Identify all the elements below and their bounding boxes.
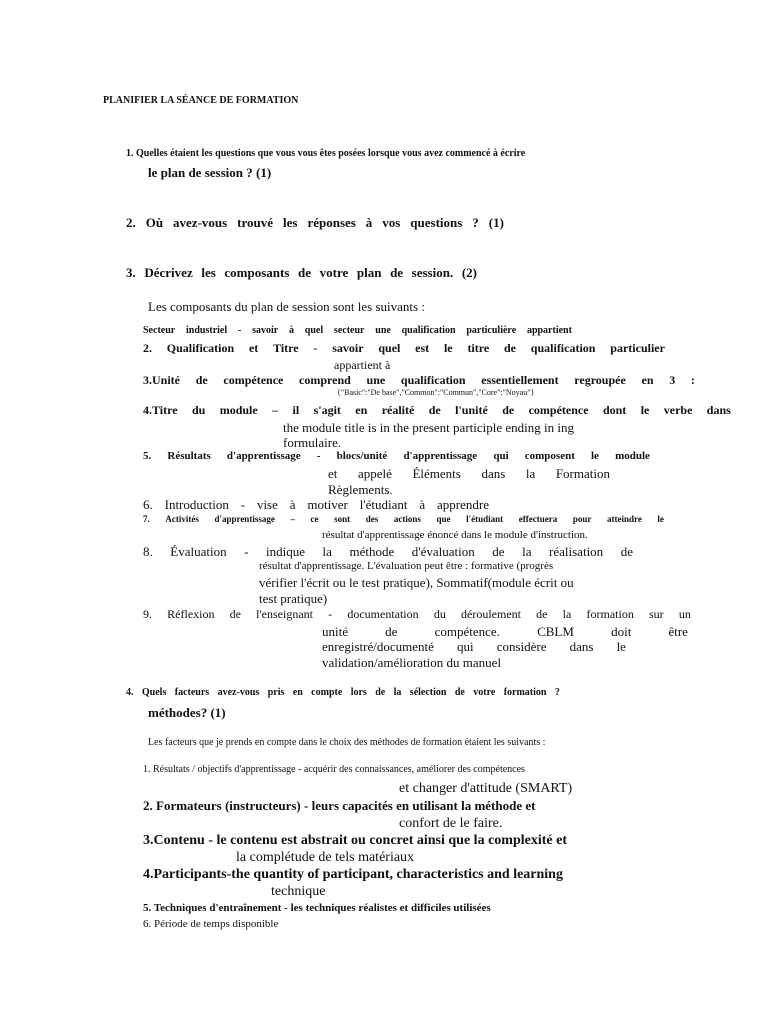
word: sélection [409, 687, 447, 698]
word: Quels [141, 687, 167, 698]
word: Introduction [164, 497, 229, 512]
word: Activités [165, 514, 199, 524]
word: Décrivez [144, 265, 193, 280]
word: et [248, 341, 259, 355]
word: Formation [555, 466, 610, 481]
word: (2) [461, 265, 477, 280]
word: facteurs [174, 687, 210, 698]
word: en [355, 403, 368, 417]
word: secteur [333, 325, 365, 336]
word: savoir [252, 325, 279, 336]
word: être [668, 624, 688, 639]
word: qui [457, 639, 474, 654]
word: 7. [143, 514, 150, 524]
component-3 [143, 374, 695, 386]
word: Réflexion [167, 607, 215, 621]
word: formation [503, 687, 547, 698]
component-2 [143, 342, 665, 354]
word: ? [472, 215, 479, 230]
word: considère [496, 639, 547, 654]
factor-5: 5. Techniques d'entraînement - les techniques réalistes et difficiles utilisées [143, 902, 491, 914]
word: le [657, 514, 664, 524]
word: la [525, 466, 536, 481]
word: d'apprentissage [403, 450, 478, 462]
component-2-continued: appartient à [334, 358, 391, 372]
component-9 [143, 608, 691, 620]
word: le [616, 639, 626, 654]
factor-2: 2. Formateurs (instructeurs) - leurs capacités en utilisant la méthode et [143, 798, 536, 813]
word: le [590, 450, 599, 462]
component-8 [143, 545, 633, 558]
word: le [640, 403, 650, 417]
word: pris [267, 687, 285, 698]
word: regroupée [574, 373, 626, 387]
word: de [195, 373, 208, 387]
component-4-continued-1: the module title is in the present participle ending in ing [283, 420, 574, 435]
word: 4. [126, 687, 134, 698]
word: - [316, 450, 321, 462]
word: CBLM [537, 624, 574, 639]
word: 2. [126, 215, 136, 230]
word: - [240, 497, 246, 512]
word: compétence. [434, 624, 500, 639]
word: dont [602, 403, 627, 417]
word: avez-vous [217, 687, 260, 698]
word: à [288, 325, 294, 336]
component-1 [143, 326, 572, 336]
word: d'apprentissage [214, 514, 275, 524]
word: qualification [400, 373, 466, 387]
word: l'étudiant [466, 514, 504, 524]
factor-3-continued: la complétude de tels matériaux [236, 850, 415, 865]
word: – [290, 514, 295, 524]
word: plan [356, 265, 382, 280]
word: Éléments [412, 466, 461, 481]
word: d'évaluation [411, 544, 475, 559]
word: ? [554, 687, 560, 698]
word: les [283, 215, 298, 230]
word: à [419, 497, 426, 512]
word: Qualification [166, 341, 235, 355]
word: module [219, 403, 258, 417]
word: appartient [526, 325, 572, 336]
component-9-continued-2 [322, 640, 626, 653]
word: Où [145, 215, 164, 230]
word: sont [334, 514, 351, 524]
word: apprendre [437, 497, 489, 512]
word: qualification [401, 325, 456, 336]
factor-1: 1. Résultats / objectifs d'apprentissage - acquérir des connaissances, améliorer des compétences [143, 764, 525, 775]
word: déroulement [461, 607, 521, 621]
word: est [415, 341, 430, 355]
word: l'enseignant [256, 607, 313, 621]
word: Résultats [167, 450, 211, 462]
word: - [244, 544, 249, 559]
word: particulier [610, 341, 665, 355]
word: - [328, 607, 333, 621]
word: les [201, 265, 216, 280]
word: questions [410, 215, 463, 230]
word: quel [304, 325, 324, 336]
word: l'unité [455, 403, 488, 417]
word: 3.Unité [143, 373, 180, 387]
word: il [292, 403, 300, 417]
word: des [365, 514, 379, 524]
word: - [313, 341, 318, 355]
word: (1) [488, 215, 504, 230]
question-3-intro: Les composants du plan de session sont les suivants : [148, 299, 425, 314]
component-3-code: {"Basic":"De base","Common":"Commun","Core":"Noyau"} [337, 388, 535, 397]
word: vise [256, 497, 278, 512]
factor-3: 3.Contenu - le contenu est abstrait ou concret ainsi que la complexité et [143, 833, 567, 848]
word: réponses [307, 215, 356, 230]
word: : [690, 373, 695, 387]
word: indique [266, 544, 306, 559]
word: enregistré/documenté [322, 639, 434, 654]
component-9-continued-3: validation/amélioration du manuel [322, 655, 502, 670]
word: verbe [663, 403, 693, 417]
word: un [678, 607, 691, 621]
word: la [562, 607, 572, 621]
word: composent [524, 450, 575, 462]
word: blocs/unité [336, 450, 388, 462]
word: lors [350, 687, 367, 698]
component-7-continued: résultat d'apprentissage énoncé dans le module d'instruction. [322, 529, 588, 541]
word: la [322, 544, 332, 559]
word: s'agit [313, 403, 341, 417]
word: composants [224, 265, 290, 280]
word: essentiellement [481, 373, 559, 387]
question-4-line-1 [126, 688, 560, 698]
word: de [536, 607, 548, 621]
word: réalité [381, 403, 415, 417]
word: 4.Titre [143, 403, 178, 417]
word: 2. [143, 341, 152, 355]
factor-1-continued: et changer d'attitude (SMART) [399, 781, 573, 796]
word: trouvé [237, 215, 274, 230]
word: module [615, 450, 650, 462]
word: formation [586, 607, 634, 621]
component-8-continued-2: vérifier l'écrit ou le test pratique), Sommatif(module écrit ou [259, 575, 574, 590]
word: dans [481, 466, 506, 481]
question-1-line-1: 1. Quelles étaient les questions que vous vous êtes posées lorsque vous avez commencé à écrire [126, 148, 526, 159]
word: ce [310, 514, 319, 524]
word: votre [473, 687, 496, 698]
word: pour [572, 514, 592, 524]
word: comprend [299, 373, 351, 387]
word: effectuera [518, 514, 558, 524]
word: Évaluation [170, 544, 227, 559]
word: de [385, 624, 398, 639]
word: - [237, 325, 242, 336]
word: de [504, 341, 516, 355]
question-2 [126, 216, 504, 229]
word: une [366, 373, 386, 387]
word: du [191, 403, 206, 417]
question-4-intro: Les facteurs que je prends en compte dans le choix des méthodes de formation étaient les suivants : [148, 737, 546, 748]
component-8-continued-1: résultat d'apprentissage. L'évaluation peut être : formative (progrès [259, 560, 554, 572]
word: de [454, 687, 465, 698]
word: documentation [347, 607, 419, 621]
word: l'étudiant [359, 497, 408, 512]
word: que [436, 514, 451, 524]
word: 3. [126, 265, 136, 280]
word: en [292, 687, 303, 698]
word: session. [411, 265, 454, 280]
word: – [272, 403, 279, 417]
word: méthode [349, 544, 395, 559]
component-5-continued-2: Règlements. [328, 482, 393, 497]
word: savoir [332, 341, 364, 355]
word: en [641, 373, 654, 387]
factor-4-continued: technique [271, 884, 326, 899]
word: motiver [307, 497, 348, 512]
word: à [365, 215, 373, 230]
component-5 [143, 451, 650, 462]
word: à [289, 497, 296, 512]
component-8-continued-3: test pratique) [259, 591, 328, 606]
word: une [375, 325, 391, 336]
word: de [492, 544, 505, 559]
word: atteindre [606, 514, 642, 524]
factor-4: 4.Participants-the quantity of participant, characteristics and learning [143, 867, 563, 882]
word: réalisation [549, 544, 604, 559]
word: 9. [143, 607, 152, 621]
word: 8. [143, 544, 153, 559]
component-7 [143, 515, 664, 524]
page-title: PLANIFIER LA SÉANCE DE FORMATION [103, 95, 299, 106]
word: Secteur [143, 325, 176, 336]
component-4-continued-2: formulaire. [283, 435, 342, 450]
word: de [229, 607, 241, 621]
question-1-line-2: le plan de session ? (1) [148, 165, 272, 180]
word: industriel [186, 325, 228, 336]
component-6 [143, 498, 489, 511]
word: actions [393, 514, 421, 524]
word: particulière [466, 325, 517, 336]
word: qui [493, 450, 509, 462]
word: compte [311, 687, 343, 698]
word: qualification [530, 341, 596, 355]
word: titre [467, 341, 490, 355]
word: 6. [143, 497, 153, 512]
word: doit [611, 624, 632, 639]
word: de [375, 687, 386, 698]
word: et [328, 466, 338, 481]
component-5-continued-1 [328, 467, 610, 480]
word: d'apprentissage [226, 450, 301, 462]
word: Titre [273, 341, 299, 355]
word: le [443, 341, 453, 355]
word: 5. [143, 450, 152, 462]
word: la [522, 544, 532, 559]
question-4-line-2: méthodes? (1) [148, 705, 226, 720]
word: la [393, 687, 402, 698]
word: dans [569, 639, 594, 654]
word: vos [382, 215, 401, 230]
word: unité [322, 624, 348, 639]
word: compétence [223, 373, 284, 387]
word: appelé [357, 466, 392, 481]
factor-6: 6. Période de temps disponible [143, 918, 279, 930]
factor-2-continued: confort de le faire. [399, 816, 503, 831]
component-9-continued-1 [322, 625, 688, 638]
word: votre [319, 265, 349, 280]
word: quel [378, 341, 401, 355]
word: de [620, 544, 633, 559]
word: de [502, 403, 515, 417]
word: dans [706, 403, 731, 417]
word: compétence [528, 403, 589, 417]
word: du [433, 607, 446, 621]
component-4 [143, 404, 731, 416]
word: de [428, 403, 441, 417]
word: sur [649, 607, 664, 621]
word: de [390, 265, 404, 280]
question-3 [126, 266, 477, 279]
word: avez-vous [173, 215, 228, 230]
word: de [298, 265, 312, 280]
word: 3 [669, 373, 676, 387]
